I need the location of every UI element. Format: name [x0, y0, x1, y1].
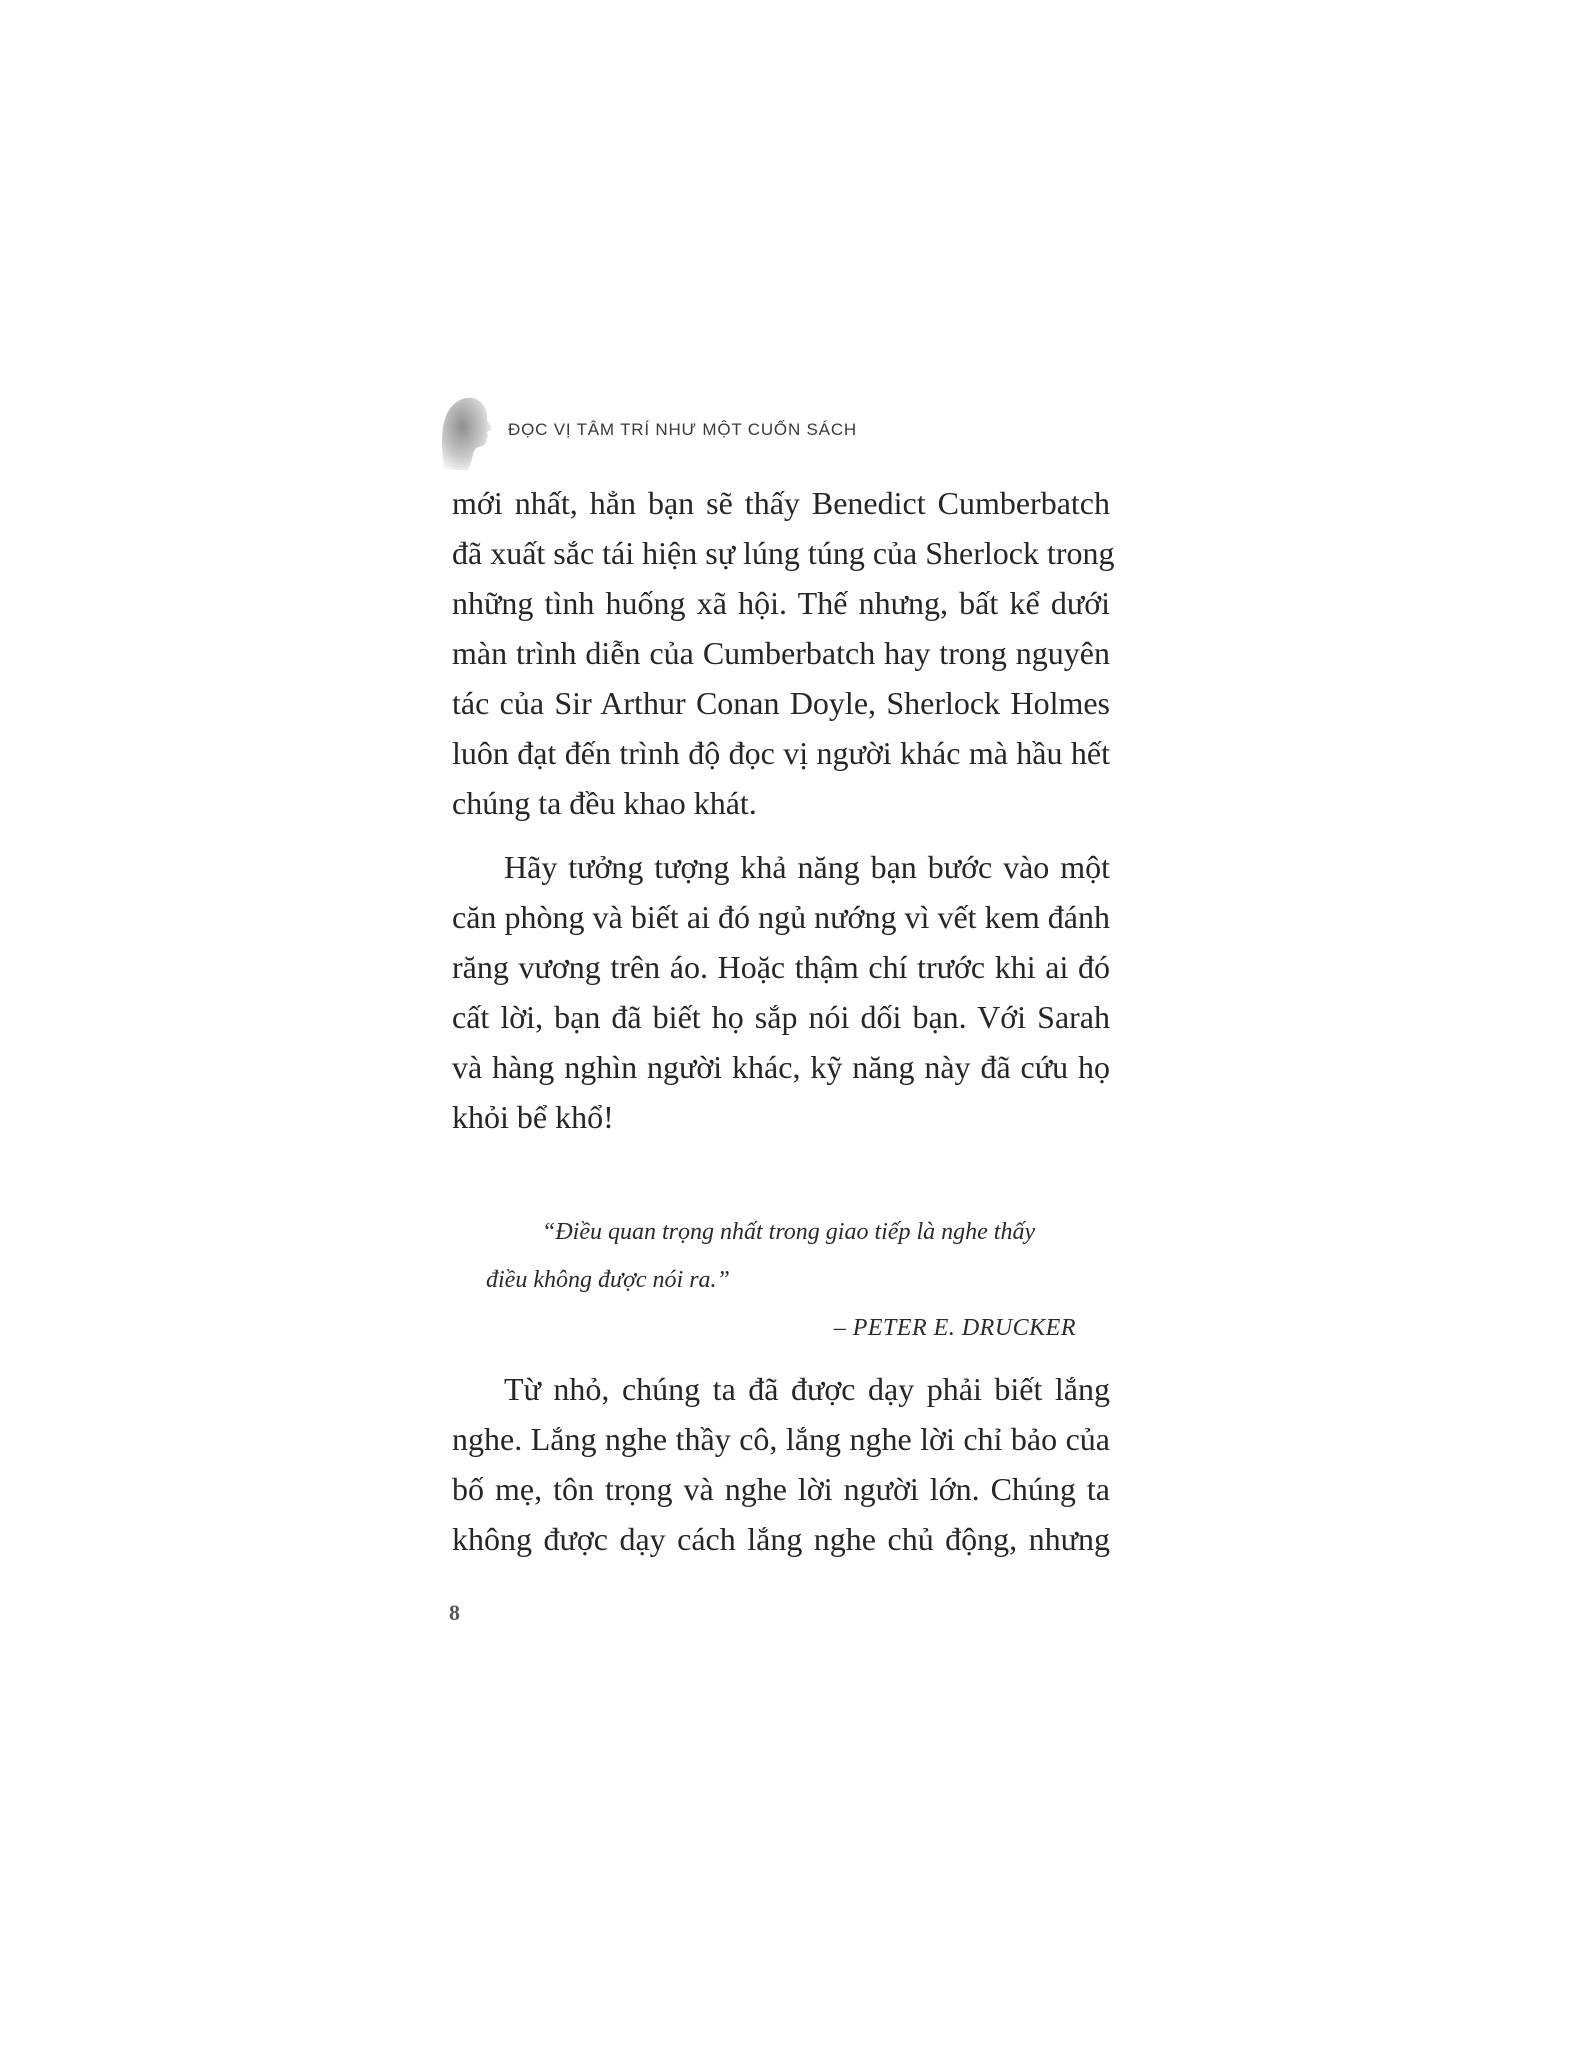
text-line: Từ nhỏ, chúng ta đã được dạy phải biết lắng — [504, 1371, 1110, 1407]
text-line: tác của Sir Arthur Conan Doyle, Sherlock Holmes — [452, 685, 1110, 721]
text-line: và hàng nghìn người khác, kỹ năng này đã cứu họ — [452, 1049, 1110, 1085]
text-line: răng vương trên áo. Hoặc thậm chí trước khi ai đó — [452, 949, 1110, 985]
text-line: khỏi bể khổ! — [452, 1099, 614, 1135]
text-line: không được dạy cách lắng nghe chủ động, nhưng — [452, 1521, 1110, 1557]
text-line: mới nhất, hẳn bạn sẽ thấy Benedict Cumberbatch — [452, 485, 1110, 521]
paragraph-2 — [452, 842, 1110, 1142]
running-header-title: ĐỌC VỊ TÂM TRÍ NHƯ MỘT CUỐN SÁCH — [508, 420, 857, 439]
paragraph-1 — [452, 478, 1115, 828]
text-line: màn trình diễn của Cumberbatch hay trong nguyên — [452, 635, 1110, 671]
quote-line: điều không được nói ra.” — [486, 1267, 730, 1293]
running-header — [440, 392, 1140, 472]
head-silhouette-icon — [440, 392, 494, 472]
page-number: 8 — [449, 1600, 460, 1625]
epigraph-quote — [486, 1208, 1076, 1304]
paragraph-3 — [452, 1364, 1110, 1564]
text-line: Hãy tưởng tượng khả năng bạn bước vào một — [504, 849, 1110, 885]
text-line: luôn đạt đến trình độ đọc vị người khác mà hầu hết — [452, 735, 1110, 771]
text-line: căn phòng và biết ai đó ngủ nướng vì vết kem đánh — [452, 899, 1110, 935]
text-line: bố mẹ, tôn trọng và nghe lời người lớn. Chúng ta — [452, 1471, 1110, 1507]
text-line: đã xuất sắc tái hiện sự lúng túng của Sherlock trong — [452, 535, 1115, 571]
text-line: cất lời, bạn đã biết họ sắp nói dối bạn. Với Sarah — [452, 999, 1110, 1035]
text-line: nghe. Lắng nghe thầy cô, lắng nghe lời chỉ bảo của — [452, 1421, 1110, 1457]
text-line: những tình huống xã hội. Thế nhưng, bất kể dưới — [452, 585, 1110, 621]
quote-attribution: – PETER E. DRUCKER — [833, 1315, 1076, 1341]
quote-line: “Điều quan trọng nhất trong giao tiếp là nghe thấy — [542, 1219, 1036, 1245]
text-line: chúng ta đều khao khát. — [452, 785, 757, 821]
